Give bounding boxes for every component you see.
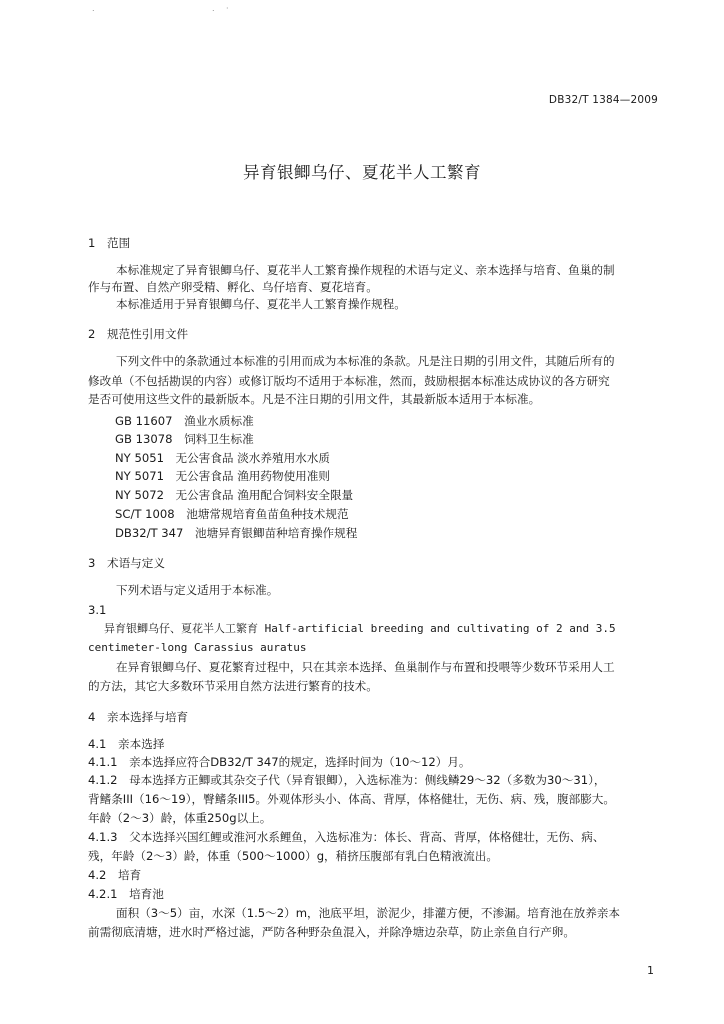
paragraph-line: 本标准适用于异育银鲫乌仔、夏花半人工繁育操作规程。 — [116, 297, 406, 311]
clause-line: 4.1.2 母本选择方正鲫或其杂交子代（异育银鲫），入选标准为：侧线鳞29～32（多数为30～31）， — [88, 773, 606, 787]
clause-number: 3.1 — [88, 603, 107, 617]
subsection-heading: 4.2 培育 — [88, 868, 142, 882]
clause-line: 年龄（2～3）龄，体重250g以上。 — [88, 811, 272, 825]
scan-speck: . — [212, 4, 215, 13]
paragraph-line: 作与布置、自然产卵受精、孵化、乌仔培育、夏花培育。 — [88, 280, 378, 294]
section-heading: 2 规范性引用文件 — [88, 327, 189, 341]
reference-item: GB 11607 渔业水质标准 — [115, 414, 254, 428]
reference-item: GB 13078 饲料卫生标准 — [115, 432, 254, 446]
page-number: 1 — [647, 964, 654, 977]
clause-line: 背鳍条III（16～19），臀鳍条III5。外观体形头小、体高、背厚，体格健壮，无伤、病、残，腹部膨大。 — [88, 792, 615, 806]
scan-speck: . — [92, 4, 95, 13]
subsection-heading: 4.1 亲本选择 — [88, 737, 165, 751]
section-heading: 3 术语与定义 — [88, 556, 165, 570]
clause-line: 4.1.3 父本选择兴国红鲤或淮河水系鲤鱼，入选标准为：体长、背高、背厚，体格健壮，无伤、病、 — [88, 830, 605, 844]
paragraph-line: 是否可使用这些文件的最新版本。凡是不注日期的引用文件，其最新版本适用于本标准。 — [88, 392, 541, 406]
paragraph-line: 本标准规定了异育银鲫乌仔、夏花半人工繁育操作规程的术语与定义、亲本选择与培育、鱼巢的制 — [116, 263, 615, 277]
document-title: 异育银鲫乌仔、夏花半人工繁育 — [243, 163, 481, 182]
paragraph-line: 面积（3～5）亩，水深（1.5～2）m，池底平坦，淤泥少，排灌方便，不渗漏。培育池在放养亲本 — [116, 906, 621, 920]
paragraph-line: 修改单（不包括勘误的内容）或修订版均不适用于本标准，然而，鼓励根据本标准达成协议的各方研究 — [88, 374, 610, 388]
clause-line: 残，年龄（2～3）龄，体重（500～1000）g，稍挤压腹部有乳白色精液流出。 — [88, 849, 498, 863]
reference-item: NY 5072 无公害食品 渔用配合饲料安全限量 — [115, 488, 354, 502]
term-line: centimeter-long Carassius auratus — [88, 641, 307, 654]
paragraph-line: 下列术语与定义适用于本标准。 — [116, 583, 279, 597]
section-heading: 4 亲本选择与培育 — [88, 710, 189, 724]
paragraph-line: 下列文件中的条款通过本标准的引用而成为本标准的条款。凡是注日期的引用文件，其随后所有的 — [116, 354, 615, 368]
reference-item: NY 5051 无公害食品 淡水养殖用水水质 — [115, 451, 330, 465]
paragraph-line: 前需彻底清塘，进水时严格过滤，严防各种野杂鱼混入，并除净塘边杂草，防止亲鱼自行产卵。 — [88, 925, 575, 939]
reference-item: DB32/T 347 池塘异育银鲫苗种培育操作规程 — [115, 526, 358, 540]
reference-item: NY 5071 无公害食品 渔用药物使用准则 — [115, 469, 330, 483]
subsection-heading: 4.2.1 培育池 — [88, 887, 164, 901]
scan-speck: · — [226, 4, 229, 13]
section-heading: 1 范围 — [88, 236, 131, 250]
clause-line: 4.1.1 亲本选择应符合DB32/T 347的规定，选择时间为（10～12）月。 — [88, 755, 471, 769]
paragraph-line: 的方法，其它大多数环节采用自然方法进行繁育的技术。 — [88, 679, 378, 693]
term-line: 异育银鲫乌仔、夏花半人工繁育 Half-artificial breeding and cultivating of 2 and 3.5 — [104, 622, 616, 635]
standard-code: DB32/T 1384—2009 — [548, 94, 658, 106]
paragraph-line: 在异育银鲫乌仔、夏花繁育过程中，只在其亲本选择、鱼巢制作与布置和投喂等少数环节采用人工 — [116, 660, 615, 674]
reference-item: SC/T 1008 池塘常规培育鱼苗鱼种技术规范 — [115, 507, 349, 521]
